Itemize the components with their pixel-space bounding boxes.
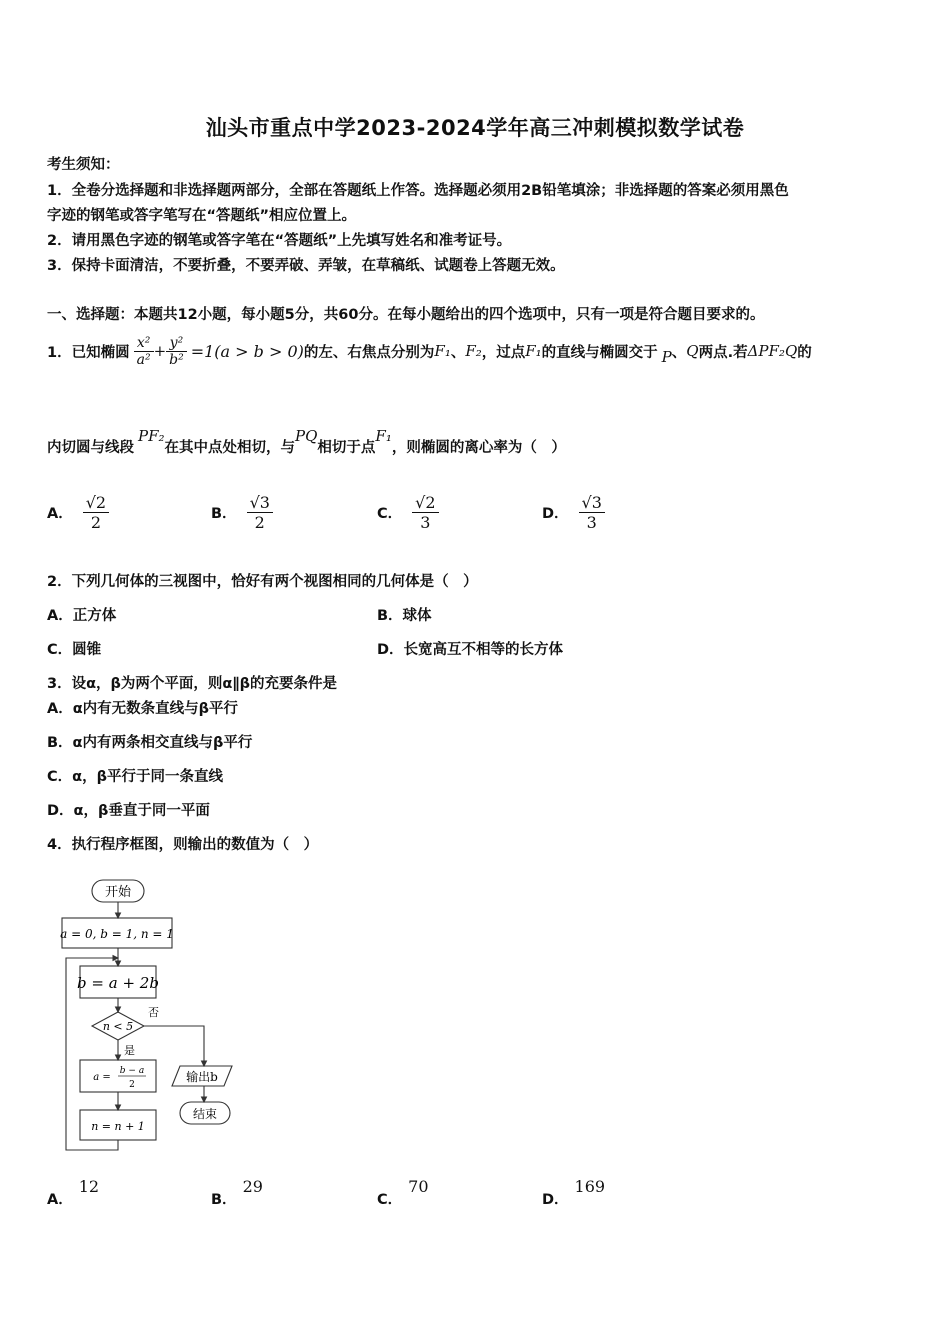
frac-denominator: 3 — [420, 512, 431, 532]
flow-step-text: b = a + 2b — [77, 974, 159, 992]
q2-option-d[interactable]: D．长宽高互不相等的长方体 — [377, 642, 564, 658]
option-label: D． — [542, 505, 569, 522]
point-f1: F₁ — [375, 427, 392, 445]
frac-denominator: b² — [169, 351, 184, 368]
q1-equation: =1(a > b > 0) — [190, 341, 304, 361]
flow-inc-text: n = n + 1 — [91, 1120, 145, 1133]
segment-pq: PQ — [295, 427, 318, 445]
q1-text: 在其中点处相切，与 — [164, 439, 296, 456]
segment-pf2: PF₂ — [138, 427, 165, 445]
frac-denominator: 2 — [254, 512, 265, 532]
q1-sep: 、 — [671, 344, 687, 361]
option-fraction — [412, 493, 438, 532]
plus-sign: + — [153, 342, 167, 360]
frac-numerator: y² — [166, 335, 187, 352]
q4-option-d[interactable] — [542, 1176, 606, 1208]
q1-option-c[interactable] — [377, 486, 439, 538]
q1-prefix: 1．已知椭圆 — [47, 344, 130, 361]
q4-option-a[interactable] — [47, 1176, 100, 1208]
frac-numerator: √3 — [579, 493, 605, 513]
option-label: B． — [211, 505, 237, 522]
option-label: A． — [47, 505, 73, 522]
flowchart — [50, 870, 250, 1160]
q1-text: 的直线与椭圆交于 — [541, 344, 658, 361]
flow-assign-lhs: a = — [93, 1072, 111, 1083]
option-value: 29 — [242, 1177, 263, 1196]
question-1-line2 — [47, 426, 566, 466]
q1-text: ，过点 — [481, 344, 526, 361]
option-fraction — [83, 493, 109, 532]
page-title: 汕头市重点中学2023-2024学年高三冲刺模拟数学试卷 — [205, 116, 745, 140]
flow-condition-text: n < 5 — [102, 1020, 134, 1033]
frac-denominator: a² — [136, 351, 151, 368]
flow-assign-den: 2 — [129, 1080, 135, 1090]
point-q: Q — [686, 342, 699, 360]
question-2-stem: 2．下列几何体的三视图中，恰好有两个视图相同的几何体是（ ） — [47, 574, 478, 590]
q1-frac-x — [134, 335, 154, 368]
q1-sep: 、 — [450, 344, 466, 361]
notice-item: 1．全卷分选择题和非选择题两部分，全部在答题纸上作答。选择题必须用2B铅笔填涂；非选择题的答案必须用黑色 — [47, 183, 789, 199]
option-value: 12 — [78, 1177, 100, 1196]
q1-text: 内切圆与线段 — [47, 439, 134, 456]
option-label: C． — [377, 1192, 403, 1208]
flow-start-text: 开始 — [104, 885, 132, 900]
q4-option-b[interactable] — [211, 1176, 263, 1208]
q4-option-c[interactable] — [377, 1176, 429, 1208]
q1-option-d[interactable] — [542, 486, 605, 538]
q3-option-a[interactable]: A．α内有无数条直线与β平行 — [47, 701, 239, 717]
focus-f1: F₁ — [525, 342, 542, 360]
q2-option-a[interactable]: A．正方体 — [47, 608, 117, 624]
frac-numerator: √3 — [247, 493, 273, 513]
option-label: A． — [47, 1192, 73, 1208]
frac-numerator: √2 — [412, 493, 438, 513]
q3-option-d[interactable]: D．α，β垂直于同一平面 — [47, 803, 210, 819]
point-p: P — [661, 348, 672, 366]
frac-numerator: x² — [134, 335, 154, 352]
option-label: B． — [211, 1192, 237, 1208]
q3-option-b[interactable]: B．α内有两条相交直线与β平行 — [47, 735, 253, 751]
q1-text: 相切于点 — [317, 439, 376, 456]
q2-option-c[interactable]: C．圆锥 — [47, 642, 102, 658]
flow-end-text: 结束 — [192, 1107, 218, 1121]
triangle-pf2q: ΔPF₂Q — [747, 342, 798, 360]
option-fraction — [579, 493, 605, 532]
option-value: 169 — [574, 1177, 606, 1196]
flow-assign-num: b − a — [119, 1066, 145, 1076]
notice-heading: 考生须知： — [47, 157, 120, 173]
option-label: C． — [377, 505, 403, 522]
q3-option-c[interactable]: C．α，β平行于同一条直线 — [47, 769, 223, 785]
q1-option-a[interactable] — [47, 486, 109, 538]
focus-f1: F₁ — [434, 342, 451, 360]
notice-item: 2．请用黑色字迹的钢笔或答字笔在“答题纸”上先填写姓名和准考证号。 — [47, 233, 512, 249]
frac-numerator: √2 — [83, 493, 109, 513]
q1-text: ，则椭圆的离心率为（ ） — [391, 439, 566, 456]
notice-item: 字迹的钢笔或答字笔写在“答题纸”相应位置上。 — [47, 208, 357, 224]
q2-option-b[interactable]: B．球体 — [377, 608, 432, 624]
q1-text: 的左、右焦点分别为 — [303, 344, 435, 361]
q1-frac-y — [166, 335, 187, 368]
question-3-stem: 3．设α，β为两个平面，则α∥β的充要条件是 — [47, 676, 338, 692]
focus-f2: F₂ — [465, 342, 482, 360]
flow-init-text: a = 0, b = 1, n = 1 — [60, 927, 174, 941]
flow-output-text: 输出b — [186, 1070, 218, 1084]
notice-item: 3．保持卡面清洁，不要折叠，不要弄破、弄皱，在草稿纸、试题卷上答题无效。 — [47, 258, 565, 274]
flow-yes-label: 是 — [124, 1044, 135, 1057]
option-label: D． — [542, 1192, 569, 1208]
option-fraction — [247, 493, 273, 532]
frac-denominator: 2 — [90, 512, 102, 532]
q1-text: 的 — [797, 344, 812, 361]
question-4-stem: 4．执行程序框图，则输出的数值为（ ） — [47, 837, 319, 853]
q1-option-b[interactable] — [211, 486, 273, 538]
section-heading: 一、选择题：本题共12小题，每小题5分，共60分。在每小题给出的四个选项中，只有一项是符合题目要求的。 — [47, 307, 765, 323]
option-value: 70 — [408, 1177, 429, 1196]
question-1-line1 — [47, 328, 812, 374]
frac-denominator: 3 — [586, 512, 597, 532]
q1-text: 两点.若 — [698, 344, 748, 361]
flow-no-label: 否 — [148, 1006, 159, 1019]
